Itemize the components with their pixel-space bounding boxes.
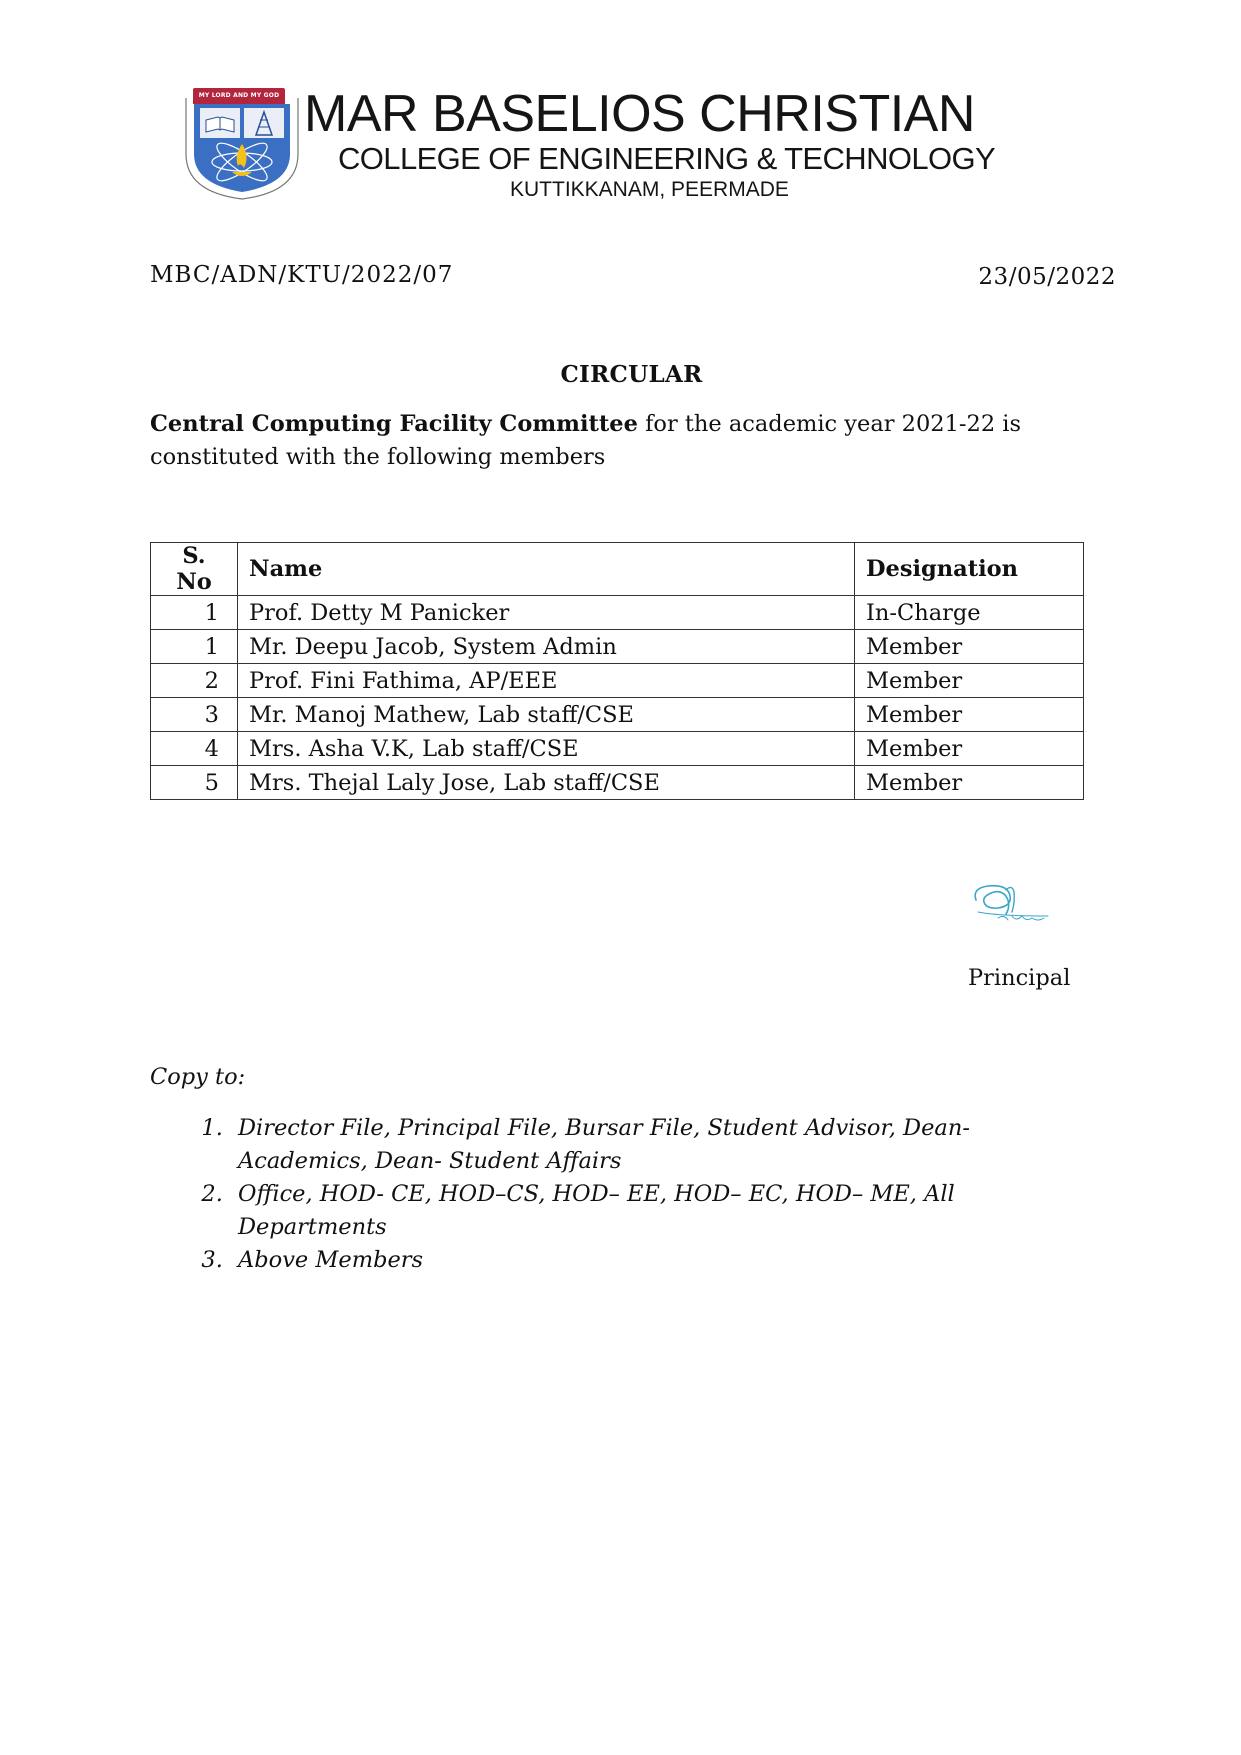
table-header-row: [151, 543, 1084, 596]
intro-text: for the academic year 2021-22 is constituted with the following members: [150, 411, 1022, 470]
cell-designation: Member: [855, 664, 1084, 698]
circular-intro: [150, 408, 1100, 474]
list-item: 2. Office, HOD- CE, HOD–CS, HOD– EE, HOD– EC, HOD– ME, All Departments: [230, 1178, 1095, 1244]
committee-table: [150, 542, 1084, 800]
table-row: [151, 698, 1084, 732]
list-item: 1. Director File, Principal File, Bursar File, Student Advisor, Dean- Academics, Dean- Student Affairs: [230, 1112, 1095, 1178]
header-sno: S. No: [151, 543, 238, 596]
table-row: [151, 630, 1084, 664]
cell-name: Prof. Fini Fathima, AP/EEE: [238, 664, 855, 698]
table-row: [151, 766, 1084, 800]
circular-date: 23/05/2022: [978, 264, 1116, 290]
cell-designation: Member: [855, 766, 1084, 800]
committee-name: Central Computing Facility Committee: [150, 411, 638, 437]
cell-designation: In-Charge: [855, 596, 1084, 630]
college-location: KUTTIKKANAM, PEERMADE: [510, 178, 789, 201]
college-subtitle: COLLEGE OF ENGINEERING & TECHNOLOGY: [338, 141, 996, 176]
signature-scribble-icon: [968, 878, 1058, 928]
cell-sno: 5: [151, 766, 238, 800]
cell-sno: 4: [151, 732, 238, 766]
letterhead: [180, 84, 1030, 204]
header-designation: Designation: [855, 543, 1084, 596]
reference-number: MBC/ADN/KTU/2022/07: [150, 262, 454, 288]
cell-name: Prof. Detty M Panicker: [238, 596, 855, 630]
cell-sno: 1: [151, 630, 238, 664]
copy-to-list: [150, 1112, 1095, 1277]
header-name: Name: [238, 543, 855, 596]
signatory-title: Principal: [968, 965, 1071, 991]
cell-designation: Member: [855, 630, 1084, 664]
cell-designation: Member: [855, 732, 1084, 766]
cell-name: Mr. Manoj Mathew, Lab staff/CSE: [238, 698, 855, 732]
cell-name: Mr. Deepu Jacob, System Admin: [238, 630, 855, 664]
cell-sno: 3: [151, 698, 238, 732]
cell-name: Mrs. Thejal Laly Jose, Lab staff/CSE: [238, 766, 855, 800]
principal-signature: [968, 878, 1058, 928]
crest-motto: MY LORD AND MY GOD: [193, 88, 285, 104]
table-row: [151, 732, 1084, 766]
list-item: 3. Above Members: [230, 1244, 1095, 1277]
college-crest-logo: [180, 84, 305, 202]
table-row: [151, 596, 1084, 630]
cell-name: Mrs. Asha V.K, Lab staff/CSE: [238, 732, 855, 766]
cell-sno: 2: [151, 664, 238, 698]
table-row: [151, 664, 1084, 698]
copy-to-label: Copy to:: [150, 1064, 246, 1090]
circular-title: CIRCULAR: [560, 361, 703, 388]
cell-sno: 1: [151, 596, 238, 630]
college-name: MAR BASELIOS CHRISTIAN: [304, 85, 975, 143]
cell-designation: Member: [855, 698, 1084, 732]
